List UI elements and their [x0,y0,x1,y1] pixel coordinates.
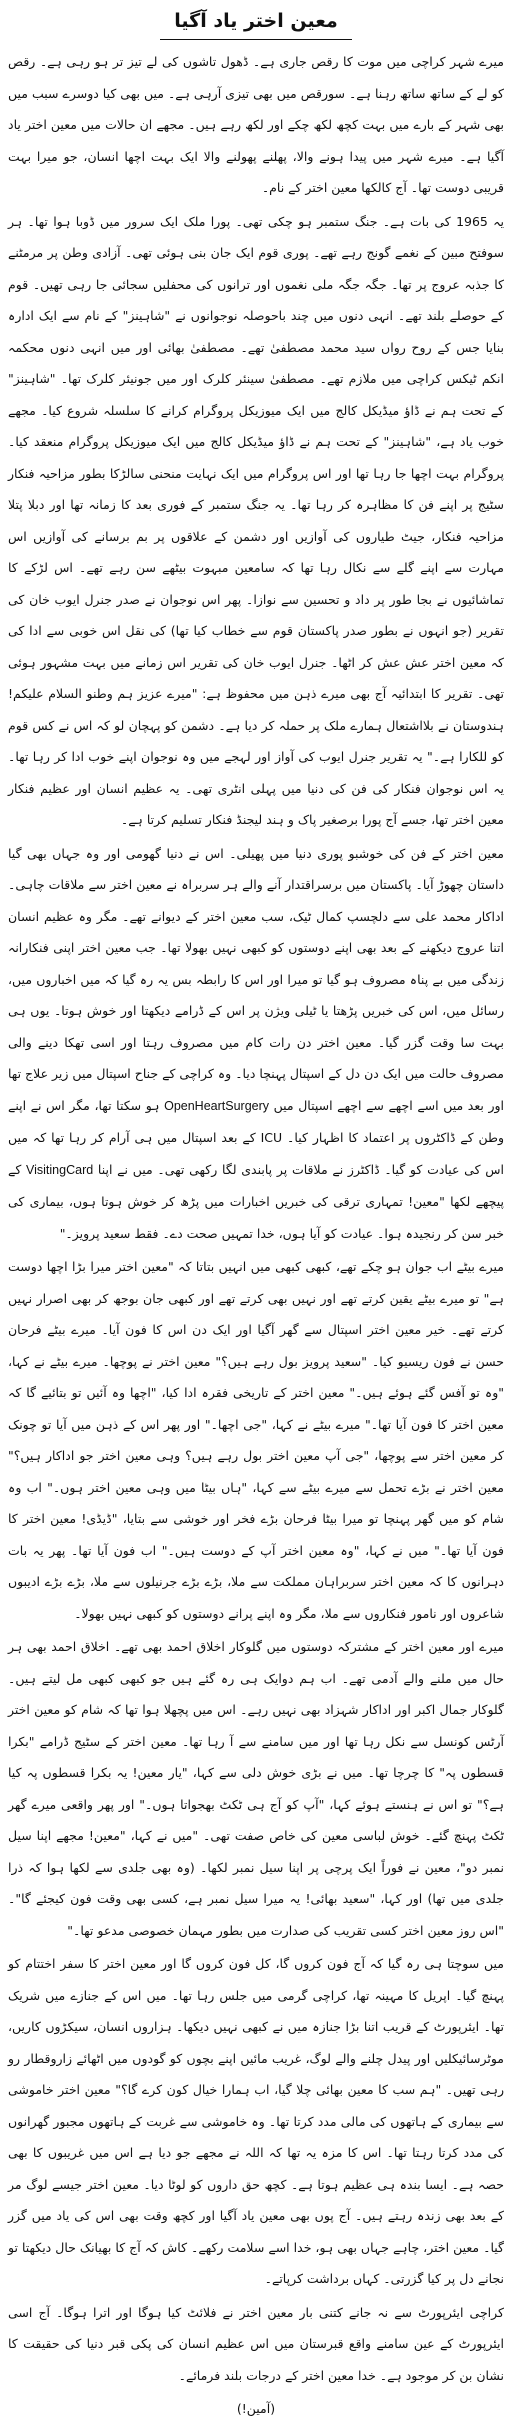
paragraph-text: ہو سکتا تھا، مگر اس نے اپنے وطن کے ڈاکٹروں پر اعتماد کا اظہار کیا۔ ICU کے بعد اسپتال میں ہی آرام کر رہا تھا کہ میں اس کی عیادت کو گیا۔ ڈاکٹرز نے ملاقات پر پابندی لگا رکھی تھی۔ میں نے اپنا [8,1097,504,1177]
paragraph-text: میرے بیٹے اب جوان ہو چکے تھے، کبھی کبھی میں انہیں بتاتا کہ "معین اختر میرا بڑا اچھا دوست ہے" تو میرے بیٹے یقین کرتے تھے اور نہیں بھی کرتے تھے اور کبھی جان بوجھ کر بھی اصرار نہیں کرتے تھے۔ خیر معین اختر اسپتال سے گھر آگیا اور ایک دن اس کا فون آیا۔ میرے بیٹے فرحان حسن نے فون ریسیو کیا۔ "سعید پرویز بول رہے ہیں؟" معین اختر نے پوچھا۔ میرے بیٹے نے کہا، "وہ تو آفس گئے ہوئے ہیں۔" معین اختر کے تاریخی فقرہ ادا کیا، "اچھا وہ آئیں تو بتائیے گا کہ معین اختر کا فون آیا تھا۔" میرے بیٹے نے کہا، "جی اچھا۔" اور پھر اس کے ذہن میں آیا تو چونک کر معین اختر سے پوچھا، "جی آپ معین اختر بول رہے ہیں؟ وہی معین اختر جو اداکار ہیں؟" معین اختر نے بڑے تحمل سے میرے بیٹے سے کہا، "ہاں بیٹا میں وہی معین اختر ہوں۔" اب وہ شام کو میں گھر پہنچا تو میرا بیٹا فرحان بڑے فخر اور خوشی سے بتایا، "ڈیڈی! معین اختر کا فون آیا تھا۔" میں نے کہا، "وہ معین اختر آپ کے دوست ہیں۔" اب فون آیا تھا۔ پھر یہ بات دہرانوں کا کہ معین اختر سربراہان مملکت سے ملا، بڑے بڑے جرنیلوں سے ملا، بڑے بڑے ادیبوں شاعروں اور نامور فنکاروں سے ملا، مگر وہ اپنے پرانے دوستوں کو کبھی نہیں بھولا۔ [8,1259,504,1621]
headline-text: معین اختر یاد آگیا [160,6,351,40]
article-paragraph [8,1948,504,2295]
paragraph-text: میرے شہر کراچی میں موت کا رقص جاری ہے۔ ڈھول تاشوں کی لے تیز تر ہو رہی ہے۔ رقص کو لے کے ساتھ ساتھ رہنا ہے۔ سورقص میں بھی تیزی آرہی ہے۔ میں بھی کیا دوسرے سبب میں بھی شہر کے بارے میں بہت کچھ لکھ چکے اور لکھ رہے ہیں۔ مجھے ان حالات میں معین اختر یاد آگیا ہے۔ میرے شہر میں پیدا ہونے والا، پھلنے پھولنے والا ایک بہت اچھا انسان، جو میرا بہت قریبی دوست تھا۔ آج کالکھا معین اختر کے نام۔ [8,54,504,195]
paragraph-text: کراچی ایئرپورٹ سے نہ جانے کتنی بار معین اختر نے فلائٹ کیا ہوگا اور اترا ہوگا۔ آج اسی ایئرپورٹ کے عین سامنے واقع قبرستان میں اس عظیم انسان کی پکی قبر دنیا کی حقیقت کا نشان بن کر موجود ہے۔ خدا معین اختر کے درجات بلند فرمائے۔ [8,2304,504,2383]
paragraph-text: میرے اور معین اختر کے مشترکہ دوستوں میں گلوکار اخلاق احمد بھی تھے۔ اخلاق احمد بھی ہر حال میں ملنے والے آدمی تھے۔ اب ہم دوایک ہی رہ گئے ہیں جو کبھی کبھی مل لیتے ہیں۔ گلوکار جمال اکبر اور اداکار شہزاد بھی نہیں رہے۔ اس میں پچھلا ہوا تھا کہ شام کو معین اختر آرٹس کونسل سے نکل رہا تھا اور میں سامنے سے آ رہا تھا۔ معین اختر کے سٹیج ڈرامے "بکرا قسطوں پہ" کا چرچا تھا۔ میں نے بڑی خوش دلی سے کہا، "یار معین! یہ بکرا قسطوں پہ کیا ہے؟" تو اس نے ہنستے ہوئے کہا، "آپ کو آج ہی ٹکٹ بھجواتا ہوں۔" اور پھر واقعی میرے گھر ٹکٹ پہنچ گئے۔ خوش لباسی معین کی خاص صفت تھی۔ "میں نے کہا، "معین! مجھے اپنا سیل نمبر دو"، معین نے فوراً ایک پرچی پر اپنا سیل نمبر لکھا۔ (وہ بھی جلدی سے لکھا ہوا کہ ذرا جلدی میں تھا) اور کہا، "سعید بھائی! یہ میرا سیل نمبر ہے، کسی بھی وقت فون کیجئے گا"۔ "اس روز معین اختر کسی تقریب کی صدارت میں بطور مہمان خصوصی مدعو تھا۔" [8,1639,504,1938]
article-paragraph [8,206,504,836]
paragraph-text: یہ 1965 کی بات ہے۔ جنگ ستمبر ہو چکی تھی۔ پورا ملک ایک سرور میں ڈوبا ہوا تھا۔ ہر سوفتح مبین کے نغمے گونج رہے تھے۔ پوری قوم ایک جان بنی ہوئی تھی۔ آزادی وطن پر مرمٹنے کا جذبہ عروج پر تھا۔ جگہ جگہ ملی نغموں اور ترانوں کی محفلیں سجائی جا رہی تھیں۔ قوم کے حوصلے بلند تھے۔ انہی دنوں میں چند باحوصلہ نوجوانوں نے "شاہینز" کے نام سے ایک ادارہ بنایا جس کے روح رواں سید محمد مصطفیٰ تھے۔ مصطفیٰ بھائی اور میں انہی دنوں محکمہ انکم ٹیکس کراچی میں ملازم تھے۔ مصطفیٰ سینئر کلرک اور میں جونیئر کلرک تھا۔ "شاہینز" کے تحت ہم نے ڈاؤ میڈیکل کالج میں ایک میوزیکل پروگرام کرانے کا سلسلہ شروع کیا۔ مجھے خوب یاد ہے، "شاہینز" کے تحت ہم نے ڈاؤ میڈیکل کالج میں ایک میوزیکل پروگرام منعقد کیا۔ پروگرام بہت اچھا جا رہا تھا اور اس پروگرام میں ایک نہایت منحنی سالڑکا بطور مزاحیہ فنکار سٹیج پر اپنے فن کا مظاہرہ کر رہا تھا۔ یہ جنگ ستمبر کے فوری بعد کا زمانہ تھا اور دبلا پتلا مزاحیہ فنکار، جیٹ طیاروں کی آوازیں اور دشمن کے علاقوں پر بم برسانے کی آوازیں اس مہارت سے اپنے گلے سے نکال رہا تھا کہ سامعین مبہوت بیٹھے سن رہے تھے۔ اس لڑکے کا تماشائیوں نے بجا طور پر داد و تحسین سے نوازا۔ پھر اس نوجوان نے صدر جنرل ایوب خان کی تقریر (جو انہوں نے بطور صدر پاکستان قوم سے خطاب کیا تھا) کی نقل اس خوبی سے ادا کی کہ معین اختر عش عش کر اٹھا۔ جنرل ایوب خان کی تقریر اس زمانے میں بہت مشہور ہوئی تھی۔ تقریر کا ابتدائیہ آج بھی میرے ذہن میں محفوظ ہے: "میرے عزیز ہم وطنو السلام علیکم! ہندوستان نے بلااشتعال ہمارے ملک پر حملہ کر دیا ہے۔ دشمن کو پہچان لو کہ اس نے کس قوم کو للکارا ہے۔" یہ تقریر جنرل ایوب کی آواز اور لہجے میں وہ نوجوان اپنے خوب ادا کر رہا تھا۔ یہ اس نوجوان فنکار کی فن کی دنیا میں پہلی انٹری تھی۔ یہ عظیم انسان اور عظیم فنکار معین اختر تھا، جسے آج پورا برصغیر پاک و ہند لیجنڈ فنکار تسلیم کرتا ہے۔ [8,213,504,827]
closing-prayer: (آمین!) [236,2401,276,2416]
article-body [8,46,504,2391]
paragraph-text: معین اختر کے فن کی خوشبو پوری دنیا میں پھیلی۔ اس نے دنیا گھومی اور وہ جہاں بھی گیا داستان چھوڑ آیا۔ پاکستان میں برسراقتدار آنے والے ہر سربراہ نے معین اختر سے ملاقات چاہی۔ اداکار محمد علی سے دلچسپ کمال ٹیک، سب معین اختر کے دیوانے تھے۔ مگر وہ عظیم انسان اتنا عروج دیکھنے کے بعد بھی اپنے دوستوں کو کبھی نہیں بھولا تھا۔ جب معین اختر اپنی فنکارانہ زندگی میں بے پناہ مصروف ہو گیا تو میرا اور اس کا رابطہ بس یہ رہ گیا کہ میں اخباروں میں، رسائل میں، اس کی خبریں پڑھتا یا ٹیلی ویژن پر اس کے ڈرامے دیکھتا اور خوش ہوتا۔ یوں ہی بہت سا وقت گزر گیا۔ معین اختر دن رات کام میں مصروف رہتا اور اسی تھکا دینے والی مصروف حالت میں ایک دن دل کے اسپتال پہنچا دیا۔ وہ کراچی کے جناح اسپتال میں زیر علاج تھا اور بعد میں اسے اچھے سے اچھے اسپتال میں [8,845,504,1113]
english-term: OpenHeartSurgery [164,1098,270,1113]
article-paragraph [8,1631,504,1946]
article-headline [8,6,504,40]
paragraph-text: میں سوچتا ہی رہ گیا کہ آج فون کروں گا، کل فون کروں گا اور معین اختر کا سفر اختتام کو پہنچ گیا۔ اپریل کا مہینہ تھا، کراچی گرمی میں جلس رہا تھا۔ میں اس کے جنازے میں شریک تھا۔ ایئرپورٹ کے قریب اتنا بڑا جنازہ میں نے کبھی نہیں دیکھا۔ ہزاروں انسان، سیکڑوں کاریں، موٹرسائیکلیں اور پیدل چلنے والے لوگ، غریب مائیں اپنے بچوں کو گودوں میں اٹھائے زاروقطار رو رہی تھیں۔ "ہم سب کا معین بھائی چلا گیا، اب ہمارا خیال کون کرے گا؟" معین اختر خاموشی سے بیماری کے ہاتھوں کی مالی مدد کرتا تھا۔ وہ خاموشی سے غربت کے ہاتھوں مجبور گھرانوں کی مدد کرتا رہتا تھا۔ اس کا مزہ یہ تھا کہ اللہ نے مجھے جو دیا ہے اس میں غریبوں کا بھی حصہ ہے۔ ایسا بندہ ہی عظیم ہوتا ہے۔ کچھ حق داروں کو لوٹا دیا۔ معین اختر جیسے لوگ مر کے بعد بھی زندہ رہتے ہیں۔ آج پوں بھی معین یاد آگیا اور کچھ وقت بھی اس کی یاد میں گزر گیا۔ معین اختر، چاہے جہاں بھی ہو، خدا اسے سلامت رکھے۔ کاش کہ آج کا بھیانک حال دیکھتا تو نجانے دل پر کیا گزرتی۔ کہاں برداشت کرپاتے۔ [8,1956,504,2286]
english-term: VisitingCard [26,1162,94,1177]
article-paragraph [8,2297,504,2392]
article-paragraph [8,838,504,1250]
paragraph-text: کے پیچھے لکھا "معین! تمہاری ترقی کی خبریں اخبارات میں پڑھ کر خوش ہوتا ہوں، بیماری کی خبر سن کر رنجیدہ ہوا۔ عیادت کو آیا ہوں، خدا تمہیں صحت دے۔ فقط سعید پرویز۔" [8,1161,504,1241]
article-paragraph [8,46,504,204]
article-paragraph [8,1251,504,1629]
